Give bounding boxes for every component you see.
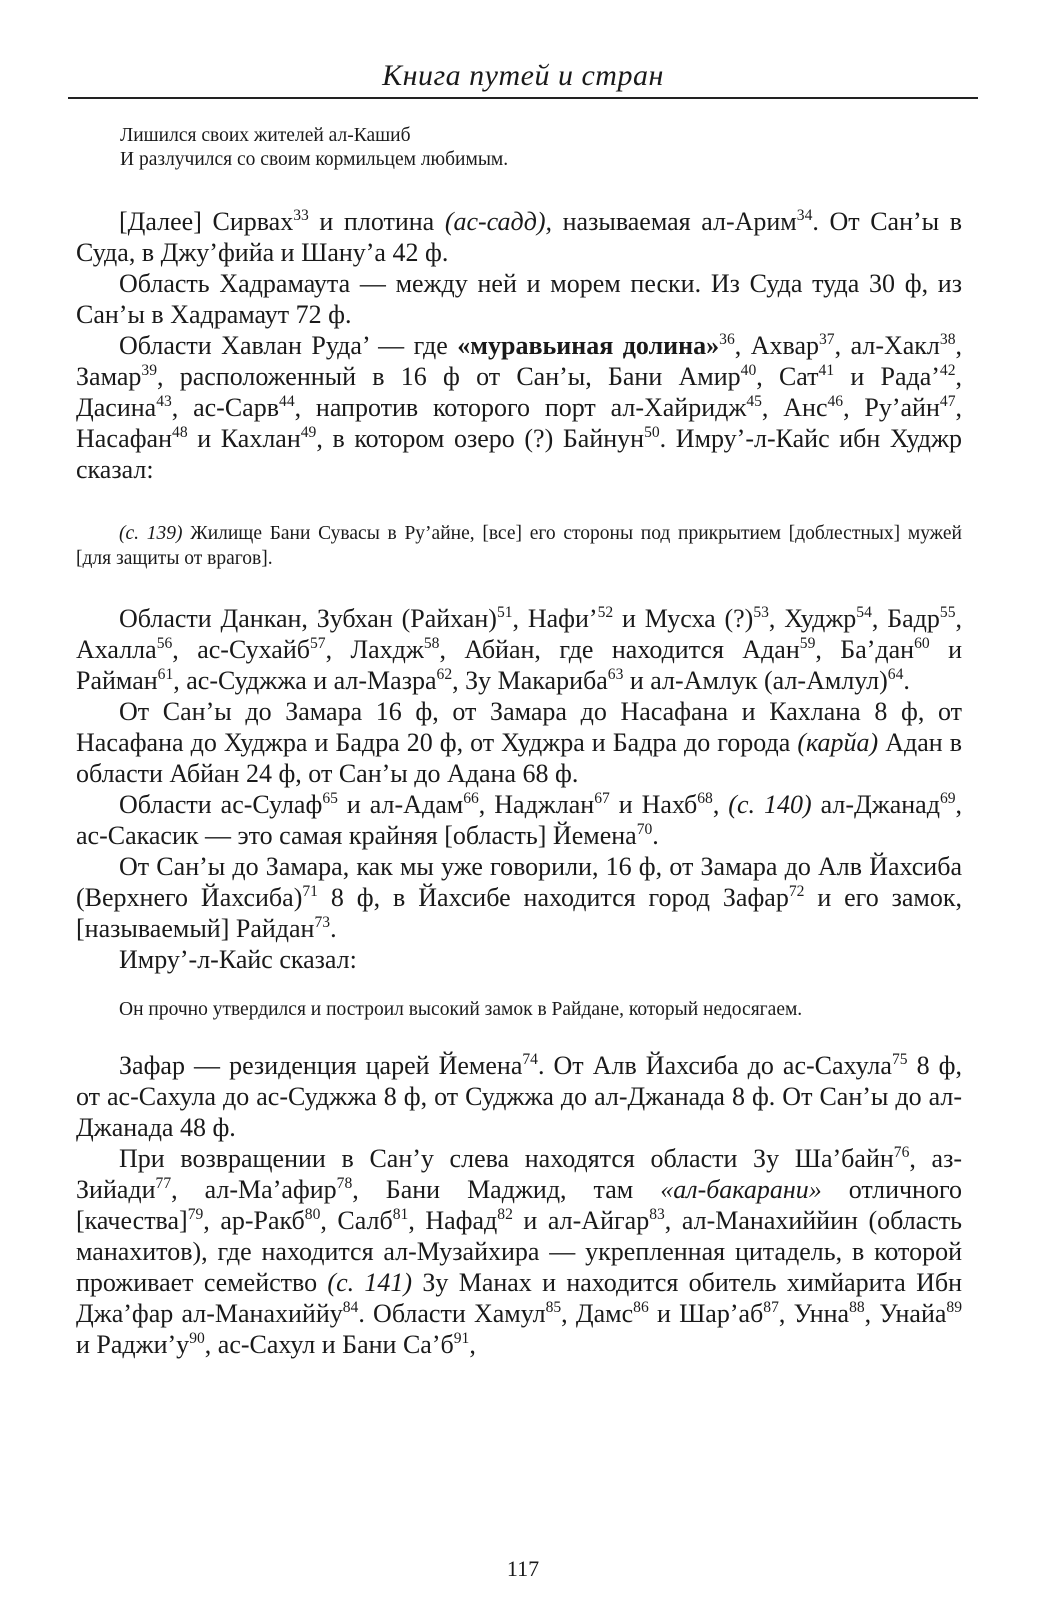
footnote-ref: 44 xyxy=(279,392,295,410)
footnote-ref: 83 xyxy=(649,1205,665,1223)
text-run: Области ас-Сулаф xyxy=(119,790,323,819)
footnote-ref: 56 xyxy=(156,634,173,652)
text-run: и ал-Амлук (ал-Амлул) xyxy=(623,666,888,695)
text-run: . xyxy=(330,914,337,943)
verse-line: Лишился своих жителей ал-Кашиб xyxy=(120,125,411,146)
text-run: . От Алв Йахсиба до ас-Сахула xyxy=(537,1051,892,1080)
footnote-ref: 77 xyxy=(155,1174,172,1192)
text-run: 8 ф, от ас-Сахула до ас-Суджжа 8 ф, от Суджжа до ал-Джанада 8 ф. От Сан’ы до ал-Джанада 48 ф. xyxy=(76,1051,963,1142)
text-run: От Сан’ы до Замара 16 ф, от Замара до Насафана и Кахлана 8 ф, от Насафана до Худжра и Бадра 20 ф, от Худжра и Бадра до города xyxy=(76,697,962,757)
footnote-ref: 54 xyxy=(856,603,872,621)
footnote-ref: 87 xyxy=(763,1298,779,1316)
footnote-ref: 53 xyxy=(753,603,769,621)
text-run: Зу Манах и находится обитель химйарита Ибн Джа’фар ал-Манахиййу xyxy=(76,1268,962,1328)
footnote-ref: 33 xyxy=(293,206,309,224)
footnote-ref: 43 xyxy=(156,392,172,410)
page-reference: (с. 141) xyxy=(327,1268,413,1297)
text-run: , ас-Сухайб xyxy=(172,635,310,664)
page-body xyxy=(76,124,962,1360)
text-run: , Сат xyxy=(756,362,819,391)
footnote-ref: 84 xyxy=(342,1298,359,1316)
footnote-ref: 40 xyxy=(740,361,757,379)
paragraph xyxy=(76,206,962,268)
text-run: . xyxy=(652,821,659,850)
footnote-ref: 75 xyxy=(891,1050,908,1068)
footnote-ref: 73 xyxy=(314,913,331,931)
footnote-ref: 64 xyxy=(887,665,904,683)
footnote-ref: 74 xyxy=(522,1050,538,1068)
footnote-ref: 88 xyxy=(849,1298,865,1316)
paragraph: Область Хадрамаута — между ней и морем пески. Из Суда туда 30 ф, из Сан’ы в Хадрамаут 72 ф. xyxy=(76,269,962,329)
text-run: , Абйан, где находится Адан xyxy=(439,635,800,664)
text-run: Области Хавлан Руда’ — где xyxy=(119,331,458,360)
verse-block xyxy=(76,124,962,172)
footnote-ref: 71 xyxy=(302,882,318,900)
paragraph: Имру’-л-Кайс сказал: xyxy=(119,945,357,974)
text-run: и его замок, [называемый] Райдан xyxy=(76,883,962,943)
footnote-ref: 85 xyxy=(545,1298,562,1316)
text-run: Адан в области Абйан 24 ф, от Сан’ы до Адана 68 ф. xyxy=(76,728,962,788)
text-run: , ал-Хакл xyxy=(834,331,940,360)
footnote-ref: 48 xyxy=(172,423,188,441)
footnote-ref: 82 xyxy=(497,1205,513,1223)
footnote-ref: 86 xyxy=(633,1298,649,1316)
text-run: , ас-Суджжа и ал-Мазра xyxy=(173,666,437,695)
footnote-ref: 46 xyxy=(827,392,844,410)
text-run: , Нафи’ xyxy=(512,604,598,633)
footnote-ref: 36 xyxy=(719,330,735,348)
text-run: , Худжр xyxy=(768,604,857,633)
text-run: , Ба’дан xyxy=(815,635,915,664)
footnote-ref: 65 xyxy=(322,789,338,807)
footnote-ref: 70 xyxy=(636,820,653,838)
footnote-ref: 67 xyxy=(594,789,610,807)
text-run: , Ру’айн xyxy=(843,393,940,422)
header-rule xyxy=(68,97,978,99)
footnote-ref: 52 xyxy=(597,603,614,621)
text-run: , ал-Ма’афир xyxy=(171,1175,337,1204)
footnote-ref: 45 xyxy=(746,392,762,410)
text-run: и плотина xyxy=(308,207,445,236)
text-run: , аз-Зийади xyxy=(76,1144,963,1204)
text-run: , Наджлан xyxy=(478,790,595,819)
footnote-ref: 55 xyxy=(939,603,956,621)
text-run: . xyxy=(903,666,910,695)
running-header: Книга путей и стран xyxy=(382,59,664,92)
footnote-ref: 37 xyxy=(818,330,835,348)
verse-line: И разлучился со своим кормильцем любимым. xyxy=(120,149,509,170)
footnote-ref: 91 xyxy=(453,1329,470,1347)
text-run: . От Сан’ы в Суда, в Джу’фийа и Шану’а 42 ф. xyxy=(76,207,963,267)
footnote-ref: 89 xyxy=(946,1298,962,1316)
paragraph xyxy=(76,1143,962,1360)
text-run: , расположенный в 16 ф от Сан’ы, Бани Амир xyxy=(156,362,741,391)
text-run: , Нафад xyxy=(408,1206,498,1235)
text-run: «муравьиная долина» xyxy=(457,331,720,360)
footnote-ref: 41 xyxy=(818,361,835,379)
paragraph xyxy=(76,789,962,851)
paragraph xyxy=(76,851,962,944)
footnote-ref: 63 xyxy=(607,665,624,683)
paragraph xyxy=(76,696,962,789)
text-run: , ар-Ракб xyxy=(203,1206,305,1235)
text-run: , напротив которого порт ал-Хайридж xyxy=(294,393,747,422)
footnote-ref: 62 xyxy=(436,665,453,683)
text-run: , Лахдж xyxy=(325,635,424,664)
text-run: Жилище Бани Сувасы в Ру’айне, [все] его стороны под прикрытием [доблестных] мужей [для защиты от врагов]. xyxy=(76,523,962,569)
text-run: , Анс xyxy=(761,393,828,422)
page-number: 117 xyxy=(506,1556,540,1581)
paragraph xyxy=(76,603,962,696)
footnote-ref: 38 xyxy=(939,330,956,348)
text-run: , Дамс xyxy=(561,1299,634,1328)
text-run: и Райман xyxy=(76,635,962,695)
text-run: отличного [качества] xyxy=(76,1175,962,1235)
text-run: (карйа) xyxy=(797,728,879,757)
footnote-ref: 72 xyxy=(788,882,805,900)
text-run: , Замар xyxy=(76,331,962,391)
page-reference: (с. 139) xyxy=(119,523,183,544)
text-run: Области Данкан, Зубхан (Райхан) xyxy=(119,604,497,633)
footnote-ref: 60 xyxy=(914,634,930,652)
text-run: , Ахвар xyxy=(734,331,819,360)
footnote-ref: 68 xyxy=(697,789,713,807)
text-run: Зафар — резиденция царей Йемена xyxy=(119,1051,523,1080)
footnote-ref: 57 xyxy=(309,634,326,652)
text-run: и Рада’ xyxy=(834,362,940,391)
text-run: [Далее] Сирвах xyxy=(119,207,294,236)
footnote-ref: 66 xyxy=(463,789,479,807)
paragraph xyxy=(76,330,962,485)
verse-quote: Он прочно утвердился и построил высокий замок в Райдане, который недосягаем. xyxy=(119,999,803,1020)
footnote-ref: 58 xyxy=(423,634,440,652)
footnote-ref: 61 xyxy=(157,665,174,683)
text-run: , Дасина xyxy=(76,362,963,422)
footnote-ref: 47 xyxy=(939,392,956,410)
footnote-ref: 51 xyxy=(496,603,513,621)
footnote-ref: 78 xyxy=(336,1174,353,1192)
text-run: , Бадр xyxy=(871,604,940,633)
text-run: и Нахб xyxy=(609,790,698,819)
footnote-ref: 39 xyxy=(141,361,157,379)
text-run: ал-Джанад xyxy=(811,790,940,819)
text-run: , Салб xyxy=(320,1206,393,1235)
text-run: 8 ф, в Йахсибе находится город Зафар xyxy=(317,883,789,912)
text-run: и Кахлан xyxy=(187,424,301,453)
text-run: , ас-Сакасик — это самая крайняя [область] Йемена xyxy=(76,790,963,850)
text-run: и ал-Адам xyxy=(337,790,464,819)
text-run: , xyxy=(712,790,729,819)
paragraph xyxy=(76,1050,962,1143)
footnote-ref: 79 xyxy=(187,1205,204,1223)
footnote-ref: 69 xyxy=(939,789,956,807)
text-run: , xyxy=(469,1330,476,1359)
text-run: . Имру’-л-Кайс ибн Худжр сказал: xyxy=(76,424,962,484)
page-reference: (с. 140) xyxy=(728,790,812,819)
footnote-ref: 49 xyxy=(300,423,317,441)
text-run: и Раджи’у xyxy=(76,1330,190,1359)
text-run: и Мусха (?) xyxy=(613,604,754,633)
footnote-ref: 81 xyxy=(392,1205,409,1223)
text-run: и ал-Айгар xyxy=(512,1206,650,1235)
footnote-ref: 59 xyxy=(799,634,816,652)
footnote-ref: 80 xyxy=(304,1205,321,1223)
footnote-ref: 90 xyxy=(189,1329,205,1347)
text-run: (ас-садд), xyxy=(444,207,553,236)
text-run: , Ахалла xyxy=(76,604,962,664)
verse-quote xyxy=(76,521,962,571)
text-run: , Насафан xyxy=(76,393,962,453)
footnote-ref: 50 xyxy=(644,423,660,441)
text-run: , в котором озеро (?) Байнун xyxy=(316,424,645,453)
text-run: , ал-Манахиййин (область манахитов), где находится ал-Музайхира — укрепленная цитадель, в которой проживает семейство xyxy=(76,1206,962,1297)
text-run: , Бани Маджид, там xyxy=(352,1175,661,1204)
text-run: , ас-Сарв xyxy=(171,393,280,422)
text-run: При возвращении в Сан’у слева находятся области Зу Ша’байн xyxy=(119,1144,894,1173)
text-run: От Сан’ы до Замара, как мы уже говорили, 16 ф, от Замара до Алв Йахсиба (Верхнего Йахсиба) xyxy=(76,852,962,912)
text-run: и Шар’аб xyxy=(648,1299,764,1328)
footnote-ref: 42 xyxy=(939,361,956,379)
text-run: называемая ал-Арим xyxy=(552,207,797,236)
text-run: , Унна xyxy=(778,1299,850,1328)
footnote-ref: 34 xyxy=(796,206,813,224)
text-run: , Зу Макариба xyxy=(452,666,608,695)
footnote-ref: 76 xyxy=(893,1143,910,1161)
text-run: «ал-бакарани» xyxy=(660,1175,822,1204)
text-run: . Области Хамул xyxy=(358,1299,546,1328)
text-run: , Унайа xyxy=(864,1299,947,1328)
text-run: , ас-Сахул и Бани Са’б xyxy=(204,1330,454,1359)
